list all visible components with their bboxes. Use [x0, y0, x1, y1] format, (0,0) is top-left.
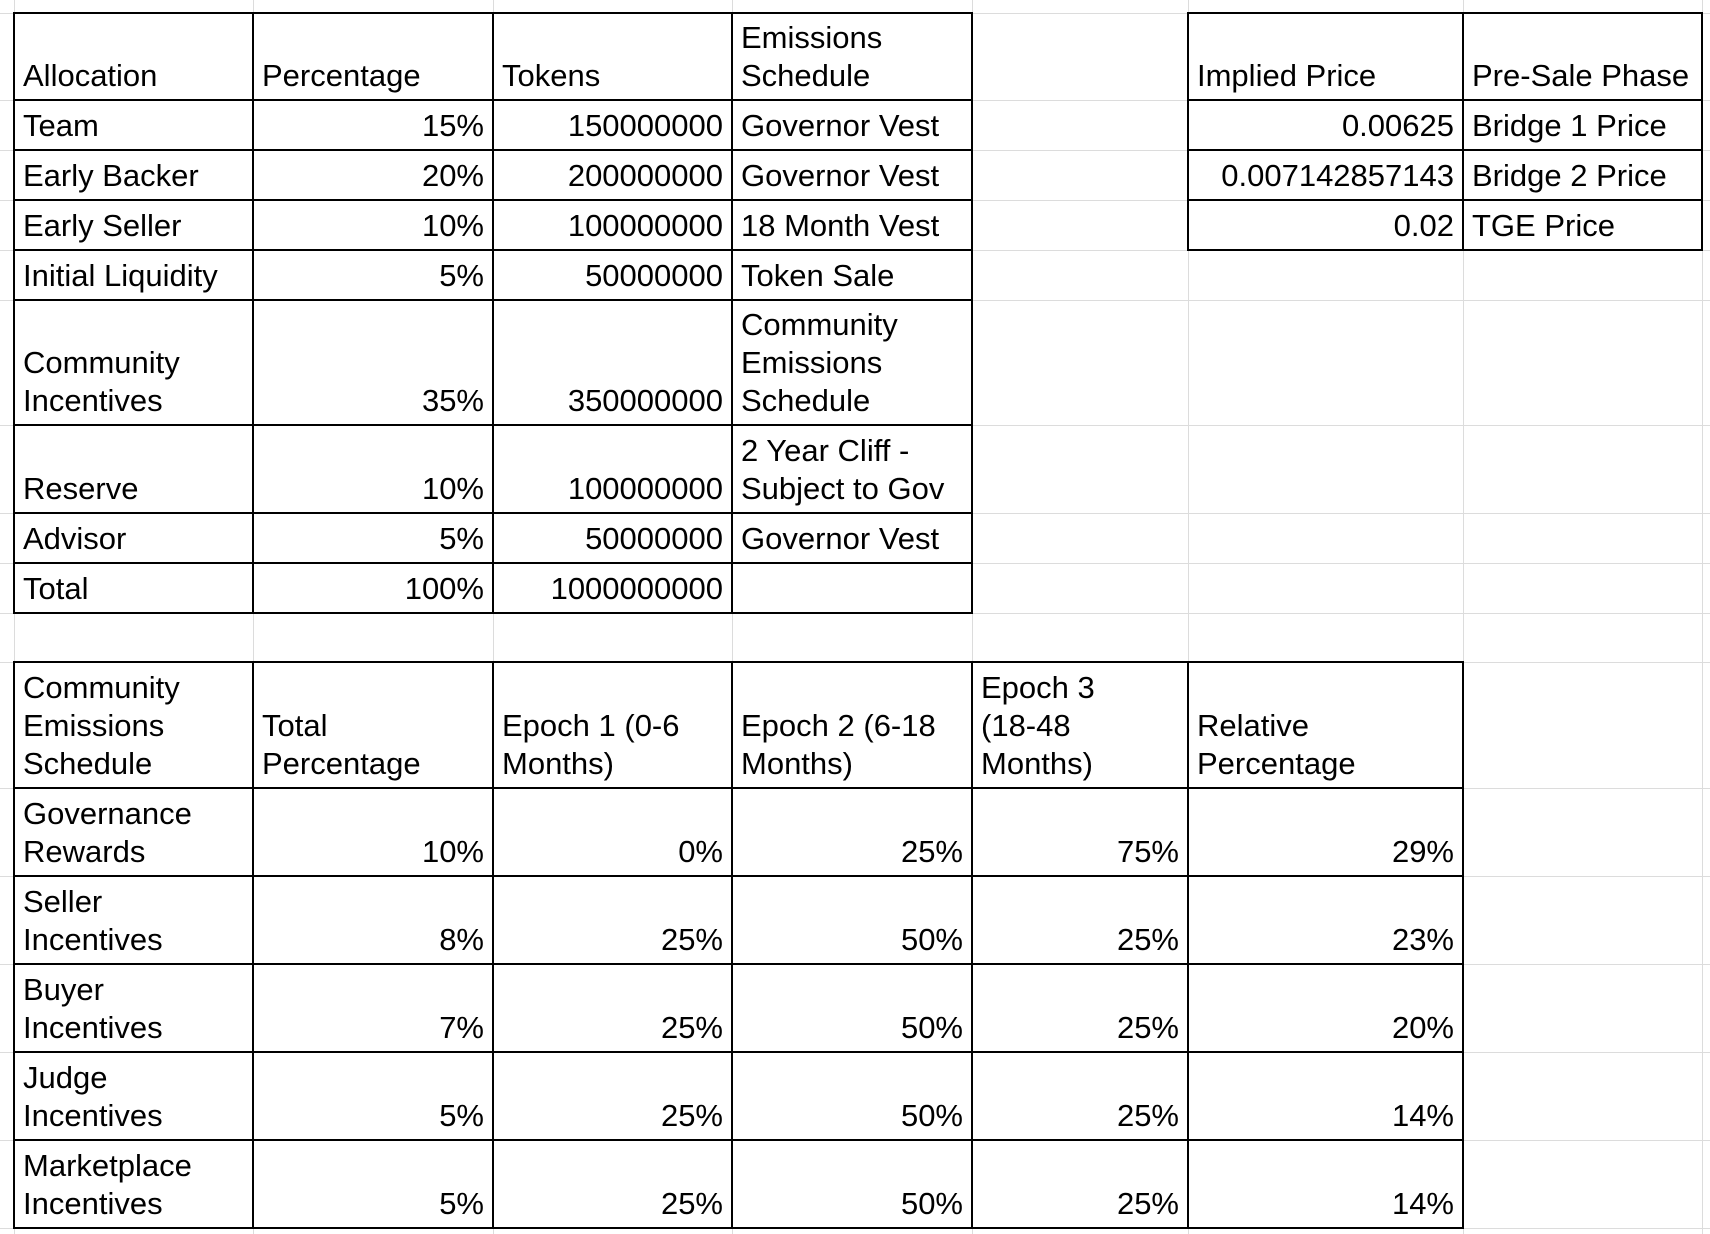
- emissions-cell[interactable]: 20%: [1187, 963, 1464, 1053]
- emissions-cell[interactable]: 25%: [492, 963, 733, 1053]
- allocation-cell[interactable]: Initial Liquidity: [13, 249, 254, 301]
- emissions-header-cell[interactable]: Epoch 3 (18-48 Months): [971, 661, 1189, 789]
- price-cell[interactable]: Bridge 2 Price: [1462, 149, 1703, 201]
- allocation-cell[interactable]: 18 Month Vest: [731, 199, 973, 251]
- emissions-header-cell[interactable]: Epoch 2 (6-18 Months): [731, 661, 973, 789]
- allocation-cell[interactable]: Governor Vest: [731, 99, 973, 151]
- allocation-cell[interactable]: 10%: [252, 424, 494, 514]
- allocation-cell[interactable]: Community Incentives: [13, 299, 254, 426]
- emissions-cell[interactable]: 5%: [252, 1139, 494, 1229]
- emissions-cell[interactable]: 25%: [492, 1139, 733, 1229]
- allocation-cell[interactable]: 100000000: [492, 424, 733, 514]
- allocation-cell[interactable]: 200000000: [492, 149, 733, 201]
- price-cell[interactable]: Bridge 1 Price: [1462, 99, 1703, 151]
- emissions-header-cell[interactable]: Epoch 1 (0-6 Months): [492, 661, 733, 789]
- emissions-cell[interactable]: 25%: [492, 1051, 733, 1141]
- allocation-cell[interactable]: 10%: [252, 199, 494, 251]
- emissions-cell[interactable]: 5%: [252, 1051, 494, 1141]
- allocation-cell[interactable]: [731, 562, 973, 614]
- allocation-header-cell[interactable]: Emissions Schedule: [731, 12, 973, 101]
- allocation-cell[interactable]: 100000000: [492, 199, 733, 251]
- emissions-cell[interactable]: 10%: [252, 787, 494, 877]
- allocation-cell[interactable]: Token Sale: [731, 249, 973, 301]
- allocation-cell[interactable]: 15%: [252, 99, 494, 151]
- price-cell[interactable]: 0.02: [1187, 199, 1464, 251]
- allocation-cell[interactable]: Governor Vest: [731, 512, 973, 564]
- emissions-cell[interactable]: 25%: [492, 875, 733, 965]
- price-header-cell[interactable]: Implied Price: [1187, 12, 1464, 101]
- allocation-header-cell[interactable]: Percentage: [252, 12, 494, 101]
- allocation-cell[interactable]: Advisor: [13, 512, 254, 564]
- emissions-cell[interactable]: 75%: [971, 787, 1189, 877]
- emissions-cell[interactable]: 8%: [252, 875, 494, 965]
- emissions-cell[interactable]: 14%: [1187, 1051, 1464, 1141]
- price-cell[interactable]: TGE Price: [1462, 199, 1703, 251]
- emissions-cell[interactable]: 50%: [731, 1051, 973, 1141]
- emissions-cell[interactable]: 25%: [971, 963, 1189, 1053]
- allocation-cell[interactable]: 1000000000: [492, 562, 733, 614]
- allocation-cell[interactable]: Early Backer: [13, 149, 254, 201]
- price-cell[interactable]: 0.007142857143: [1187, 149, 1464, 201]
- price-cell[interactable]: 0.00625: [1187, 99, 1464, 151]
- emissions-cell[interactable]: 29%: [1187, 787, 1464, 877]
- emissions-header-cell[interactable]: Total Percentage: [252, 661, 494, 789]
- allocation-cell[interactable]: Community Emissions Schedule: [731, 299, 973, 426]
- price-header-cell[interactable]: Pre-Sale Phase: [1462, 12, 1703, 101]
- emissions-cell[interactable]: 25%: [731, 787, 973, 877]
- allocation-header-cell[interactable]: Tokens: [492, 12, 733, 101]
- emissions-cell[interactable]: Buyer Incentives: [13, 963, 254, 1053]
- emissions-cell[interactable]: 25%: [971, 1051, 1189, 1141]
- emissions-header-cell[interactable]: Community Emissions Schedule: [13, 661, 254, 789]
- allocation-cell[interactable]: 20%: [252, 149, 494, 201]
- emissions-cell[interactable]: Judge Incentives: [13, 1051, 254, 1141]
- emissions-cell[interactable]: 23%: [1187, 875, 1464, 965]
- emissions-header-cell[interactable]: Relative Percentage: [1187, 661, 1464, 789]
- allocation-cell[interactable]: 35%: [252, 299, 494, 426]
- allocation-cell[interactable]: Governor Vest: [731, 149, 973, 201]
- emissions-cell[interactable]: 50%: [731, 1139, 973, 1229]
- emissions-cell[interactable]: 25%: [971, 875, 1189, 965]
- emissions-cell[interactable]: Governance Rewards: [13, 787, 254, 877]
- allocation-cell[interactable]: Early Seller: [13, 199, 254, 251]
- emissions-cell[interactable]: 7%: [252, 963, 494, 1053]
- allocation-cell[interactable]: 2 Year Cliff - Subject to Gov: [731, 424, 973, 514]
- emissions-cell[interactable]: 14%: [1187, 1139, 1464, 1229]
- emissions-cell[interactable]: 50%: [731, 963, 973, 1053]
- allocation-cell[interactable]: Reserve: [13, 424, 254, 514]
- emissions-cell[interactable]: 25%: [971, 1139, 1189, 1229]
- emissions-cell[interactable]: Marketplace Incentives: [13, 1139, 254, 1229]
- emissions-cell[interactable]: 0%: [492, 787, 733, 877]
- allocation-cell[interactable]: 350000000: [492, 299, 733, 426]
- allocation-cell[interactable]: 100%: [252, 562, 494, 614]
- allocation-cell[interactable]: 50000000: [492, 249, 733, 301]
- allocation-cell[interactable]: 150000000: [492, 99, 733, 151]
- allocation-cell[interactable]: 50000000: [492, 512, 733, 564]
- allocation-cell[interactable]: Team: [13, 99, 254, 151]
- emissions-cell[interactable]: Seller Incentives: [13, 875, 254, 965]
- allocation-cell[interactable]: 5%: [252, 249, 494, 301]
- emissions-cell[interactable]: 50%: [731, 875, 973, 965]
- allocation-cell[interactable]: 5%: [252, 512, 494, 564]
- allocation-cell[interactable]: Total: [13, 562, 254, 614]
- allocation-header-cell[interactable]: Allocation: [13, 12, 254, 101]
